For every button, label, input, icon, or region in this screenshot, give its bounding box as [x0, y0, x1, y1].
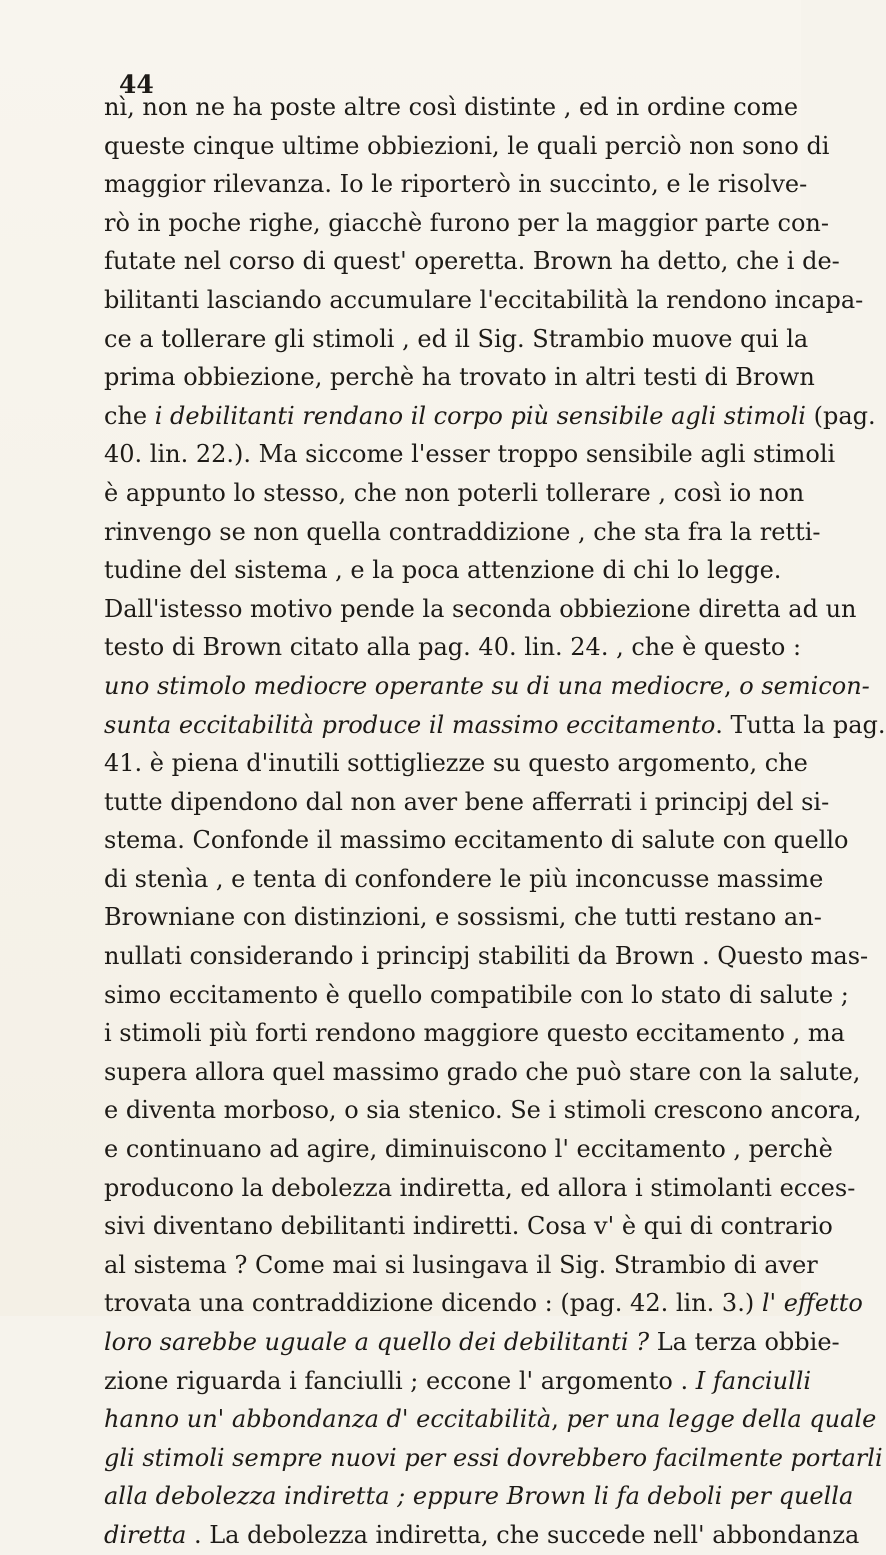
text-segment: hanno un' abbondanza d' eccitabilità	[104, 1405, 552, 1434]
text-segment: e diventa morboso, o sia stenico. Se i stimoli crescono ancora,	[104, 1096, 862, 1125]
text-segment: rinvengo se non quella contraddizione , che sta fra la retti-	[104, 517, 821, 546]
text-segment: 40. lin. 22.). Ma siccome l'esser troppo sensibile agli stimoli	[104, 440, 836, 469]
text-segment: l' effetto	[761, 1289, 863, 1318]
text-segment: che	[104, 401, 155, 430]
text-line	[104, 281, 864, 320]
text-segment: I fanciulli	[695, 1366, 812, 1395]
text-segment: loro sarebbe uguale a quello dei debilitanti ?	[104, 1328, 650, 1356]
text-segment: futate nel corso di quest' operetta. Brown ha detto, che i de-	[104, 247, 840, 276]
text-line	[104, 1439, 883, 1478]
text-line	[104, 744, 808, 783]
text-segment: simo eccitamento è quello compatibile con lo stato di salute ;	[104, 980, 849, 1009]
text-line	[104, 1516, 860, 1555]
text-line	[104, 320, 809, 359]
text-segment: ce a tollerare gli stimoli , ed il Sig. Strambio muove qui la	[104, 324, 809, 353]
text-segment: tudine del sistema , e la poca attenzione di chi lo legge.	[104, 556, 782, 585]
text-line	[104, 204, 829, 243]
text-line	[104, 590, 857, 629]
text-segment: uno stimolo mediocre operante su di una mediocre	[104, 671, 725, 700]
text-segment: o semicon-	[739, 671, 870, 700]
text-line	[104, 667, 870, 706]
text-segment: zione riguarda i fanciulli ; eccone l' argomento .	[104, 1366, 696, 1395]
text-line	[104, 474, 805, 513]
text-line	[104, 513, 821, 552]
text-segment: producono la debolezza indiretta, ed allora i stimolanti ecces-	[104, 1173, 856, 1202]
text-segment: sunta eccitabilità produce il massimo eccitamento	[104, 710, 716, 739]
text-segment: e continuano ad agire, diminuiscono l' eccitamento , perchè	[104, 1135, 833, 1164]
text-line	[104, 1246, 818, 1285]
text-segment: al sistema ? Come mai si lusingava il Sig. Strambio di aver	[104, 1250, 818, 1279]
text-segment: nì, non ne ha poste altre così distinte , ed in ordine come	[104, 93, 799, 121]
text-segment: 41. è piena d'inutili sottigliezze su questo argomento, che	[104, 749, 808, 778]
text-line	[104, 860, 824, 899]
text-segment: gli stimoli sempre nuovi per essi dovrebbero facilmente portarli	[104, 1443, 883, 1472]
text-segment: Dall'istesso motivo pende la seconda obbiezione diretta ad un	[104, 594, 857, 623]
text-line	[104, 242, 840, 281]
text-line	[104, 821, 849, 860]
text-segment: . Tutta la pag.	[715, 710, 886, 739]
text-line	[104, 898, 822, 937]
text-segment: testo di Brown citato alla pag. 40. lin. 24. , che è questo :	[104, 633, 802, 662]
body-text	[104, 88, 886, 1555]
text-segment: di stenìa , e tenta di confondere le più inconcusse massime	[104, 864, 824, 893]
text-line	[104, 1091, 862, 1130]
text-segment: Browniane con distinzioni, e sossismi, che tutti restano an-	[104, 903, 822, 932]
text-line	[104, 1014, 845, 1053]
text-line	[104, 783, 830, 822]
text-segment: per una legge della quale	[566, 1405, 877, 1434]
text-line	[104, 1477, 854, 1516]
text-segment: rò in poche righe, giacchè furono per la maggior parte con-	[104, 208, 829, 237]
text-segment: alla debolezza indiretta ; eppure Brown li fa deboli per quella	[104, 1482, 854, 1511]
text-segment: trovata una contraddizione dicendo : (pag. 42. lin. 3.)	[104, 1289, 762, 1318]
text-segment: i debilitanti rendano il corpo più sensibile agli stimoli	[154, 401, 806, 430]
text-segment: è appunto lo stesso, che non poterli tollerare , così io non	[104, 478, 805, 507]
text-line	[104, 397, 876, 436]
text-segment: sivi diventano debilitanti indiretti. Cosa v' è qui di contrario	[104, 1212, 833, 1241]
text-segment: supera allora quel massimo grado che può stare con la salute,	[104, 1057, 861, 1086]
text-segment: ,	[724, 671, 740, 700]
text-segment: bilitanti lasciando accumulare l'eccitabilità la rendono incapa-	[104, 285, 864, 314]
text-line	[104, 1053, 861, 1092]
text-segment: La terza obbie-	[649, 1328, 840, 1356]
text-line	[104, 1400, 877, 1439]
text-line	[104, 1323, 840, 1362]
page-number: 44	[119, 70, 154, 99]
text-line	[104, 1130, 833, 1169]
text-segment: queste cinque ultime obbiezioni, le quali perciò non sono di	[104, 131, 830, 160]
text-line	[104, 628, 802, 667]
text-line	[104, 88, 799, 127]
text-line	[104, 706, 886, 745]
text-segment: . La debolezza indiretta, che succede nell' abbondanza	[186, 1520, 860, 1549]
text-segment: maggior rilevanza. Io le riporterò in succinto, e le risolve-	[104, 170, 808, 199]
text-line	[104, 976, 849, 1015]
text-segment: (pag.	[805, 401, 876, 430]
text-segment: ,	[551, 1405, 567, 1434]
text-line	[104, 358, 815, 397]
text-line	[104, 1284, 863, 1323]
text-segment: i stimoli più forti rendono maggiore questo eccitamento , ma	[104, 1019, 845, 1048]
text-line	[104, 1169, 856, 1208]
text-segment: stema. Confonde il massimo eccitamento di salute con quello	[104, 826, 849, 855]
text-segment: diretta	[104, 1520, 187, 1549]
text-segment: nullati considerando i principj stabiliti da Brown . Questo mas-	[104, 942, 869, 971]
text-segment: tutte dipendono dal non aver bene afferrati i principj del si-	[104, 787, 830, 816]
text-line	[104, 127, 830, 166]
text-line	[104, 1207, 833, 1246]
text-line	[104, 937, 869, 976]
text-line	[104, 165, 808, 204]
text-line	[104, 551, 782, 590]
text-line	[104, 435, 836, 474]
text-segment: prima obbiezione, perchè ha trovato in altri testi di Brown	[104, 363, 815, 392]
text-line	[104, 1362, 812, 1401]
